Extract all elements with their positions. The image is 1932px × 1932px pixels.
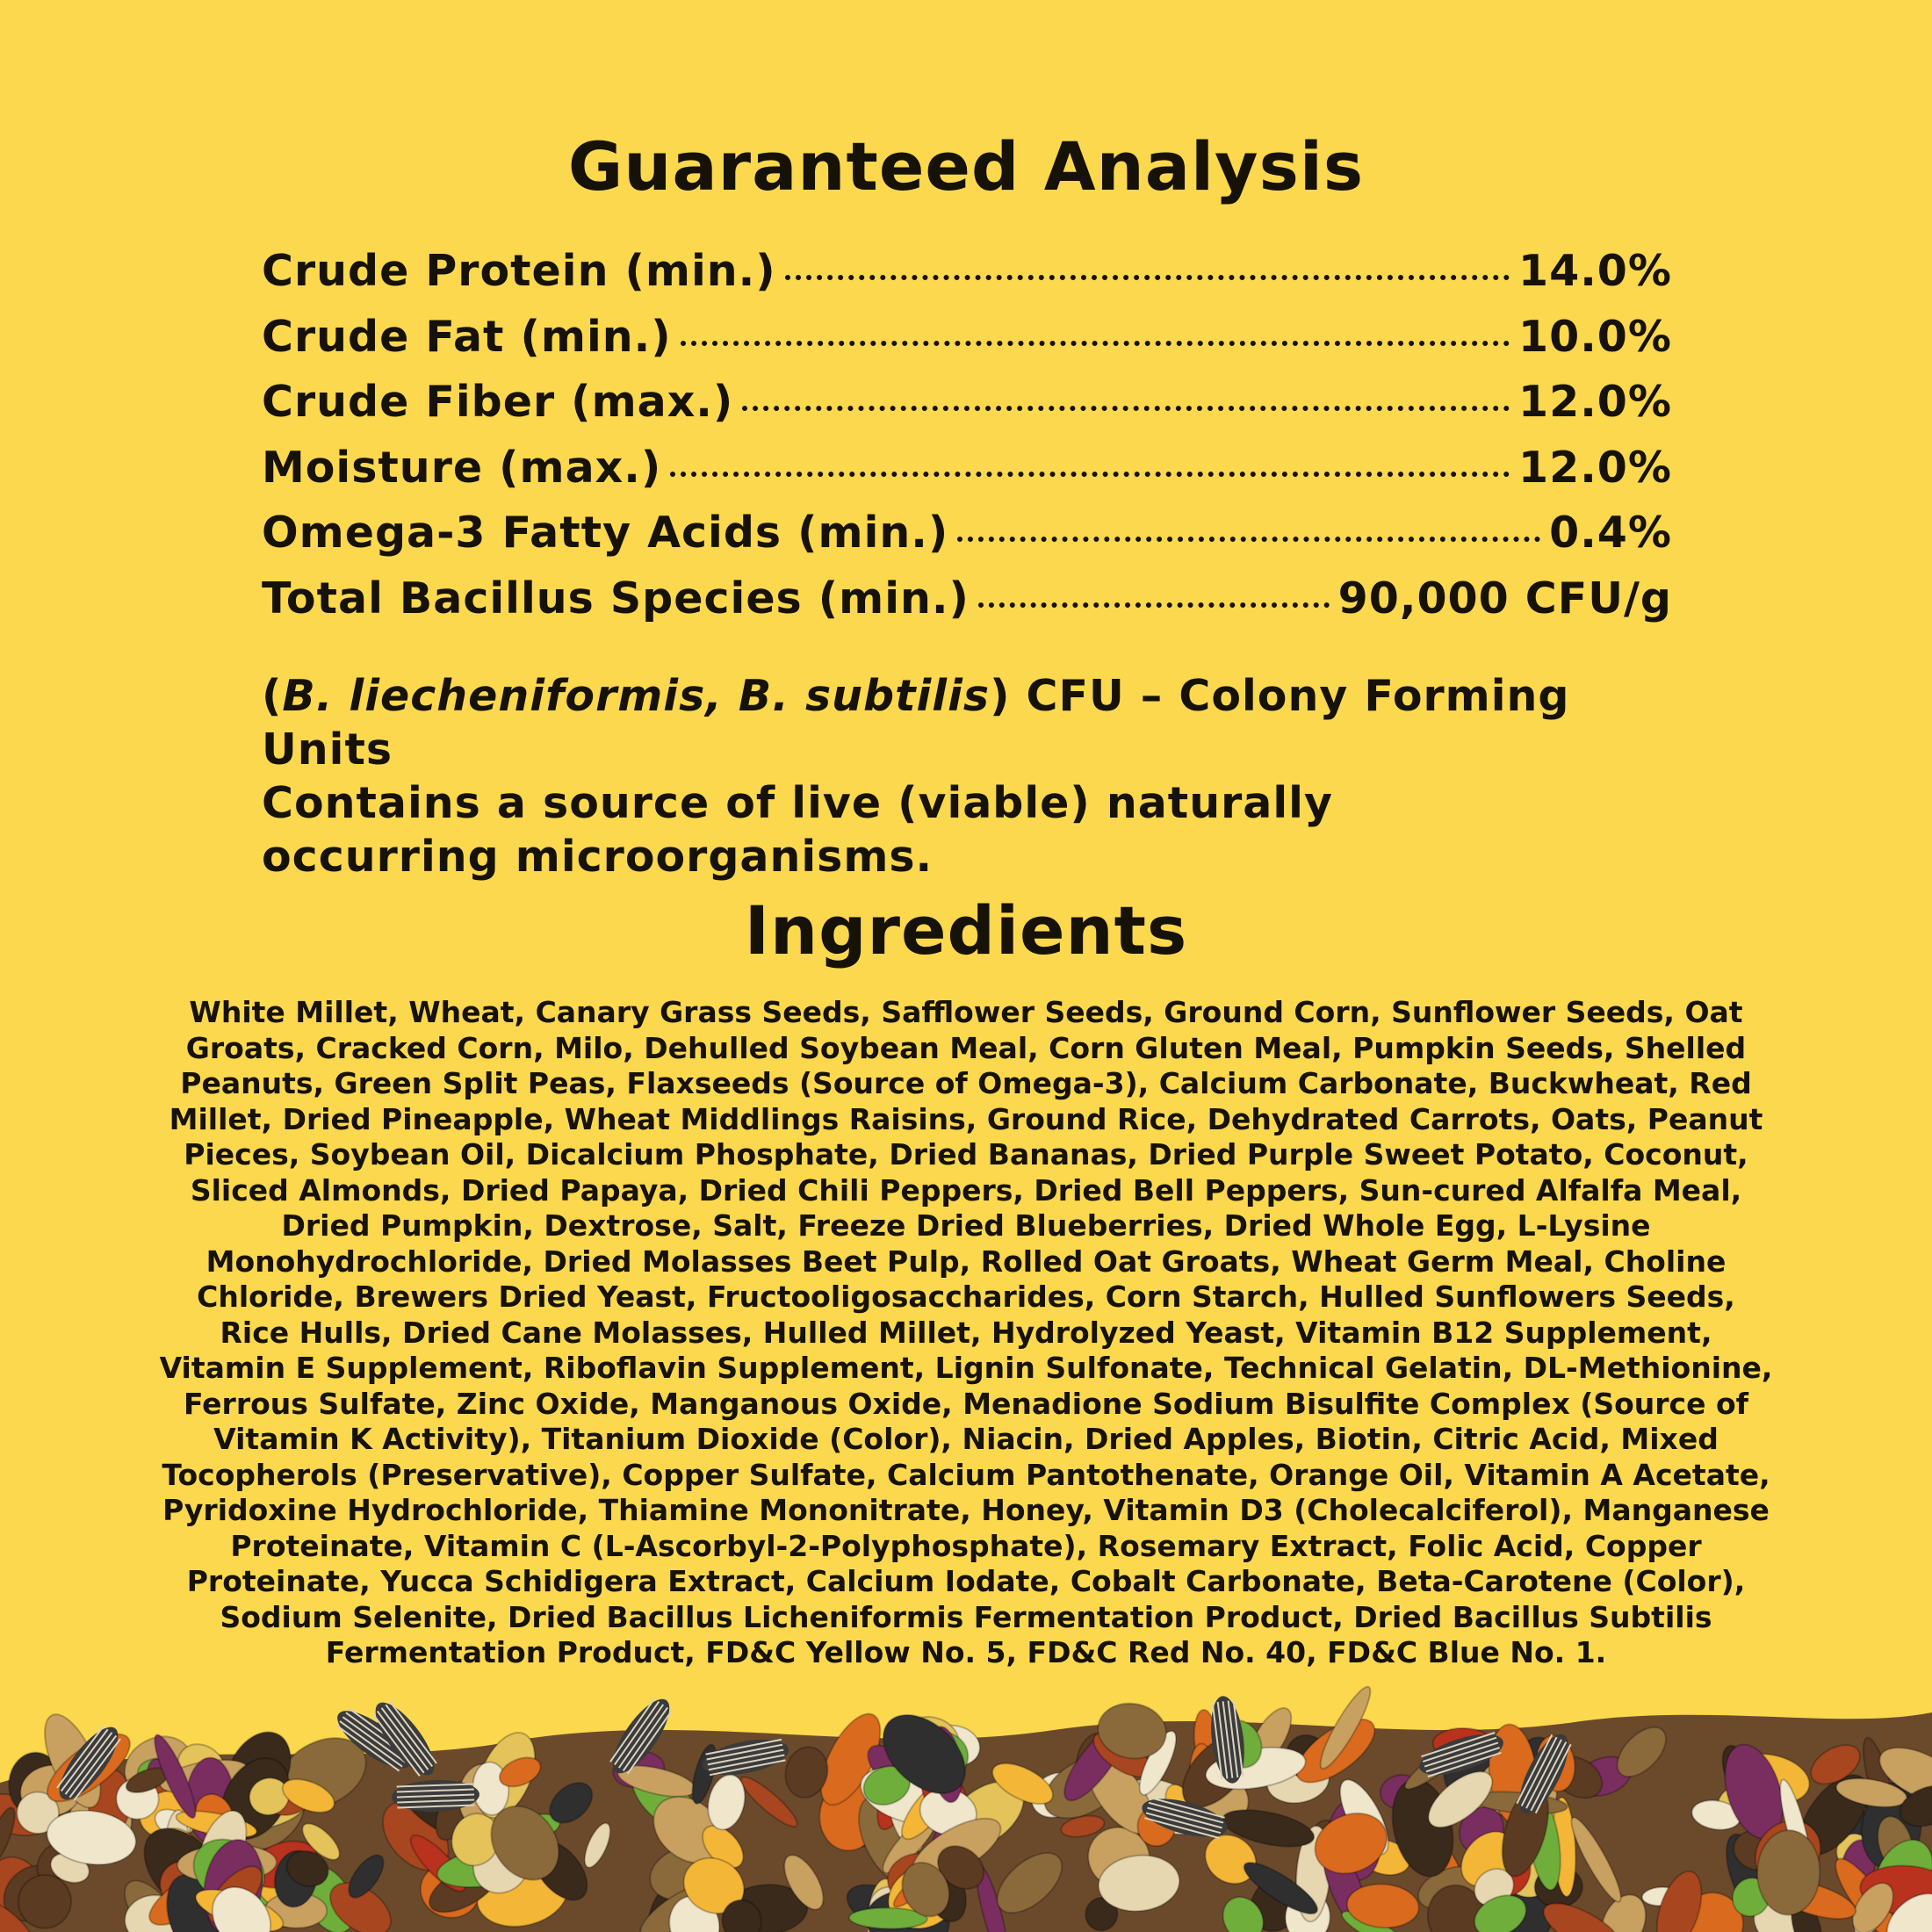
analysis-value: 14.0% [1518, 246, 1672, 296]
analysis-label: Total Bacillus Species (min.) [262, 573, 970, 624]
dot-leader [957, 537, 1540, 542]
analysis-label: Omega-3 Fatty Acids (min.) [262, 508, 949, 558]
analysis-value: 12.0% [1518, 442, 1672, 493]
analysis-label: Moisture (max.) [262, 442, 662, 493]
bacillus-species: B. liecheniformis, B. subtilis [282, 671, 991, 721]
analysis-row-crude-fat [262, 305, 1672, 371]
guaranteed-analysis-list [262, 239, 1672, 631]
probiotic-note-line-1: (B. liecheniformis, B. subtilis) CFU – Colony Forming Units [262, 671, 1570, 775]
ingredients-list: White Millet, Wheat, Canary Grass Seeds, Safflower Seeds, Ground Corn, Sunflower Seeds, Oat Groats, Cracked Corn, Milo, Dehulled Soybean Meal, Corn Gluten Meal, Pumpkin Seeds, Shelled Peanuts, Green Split Peas, Flaxseeds (Source of Omega-3), Calcium Carbonate, Buckwheat, Red Millet, Dried Pineapple, Wheat Middlings Raisins, Ground Rice, Dehydrated Carrots, Oats, Peanut Pieces, Soybean Oil, Dicalcium Phosphate, Dried Bananas, Dried Purple Sweet Potato, Coconut, Sliced Almonds, Dried Papaya, Dried Chili Peppers, Dried Bell Peppers, Sun-cured Alfalfa Meal, Dried Pumpkin, Dextrose, Salt, Freeze Dried Blueberries, Dried Whole Egg, L-Lysine Monohydrochloride, Dried Molasses Beet Pulp, Rolled Oat Groats, Wheat Germ Meal, Choline Chloride, Brewers Dried Yeast, Fructooligosaccharides, Corn Starch, Hulled Sunflowers Seeds, Rice Hulls, Dried Cane Molasses, Hulled Millet, Hydrolyzed Yeast, Vitamin B12 Supplement, Vitamin E Supplement, Riboflavin Supplement, Lignin Sulfonate, Technical Gelatin, DL-Methionine, Ferrous Sulfate, Zinc Oxide, Manganous Oxide, Menadione Sodium Bisulfite Complex (Source of Vitamin K Activity), Titanium Dioxide (Color), Niacin, Dried Apples, Biotin, Citric Acid, Mixed Tocopherols (Preservative), Copper Sulfate, Calcium Pantothenate, Orange Oil, Vitamin A Acetate, Pyridoxine Hydrochloride, Thiamine Mononitrate, Honey, Vitamin D3 (Cholecalciferol), Manganese Proteinate, Vitamin C (L-Ascorbyl-2-Polyphosphate), Rosemary Extract, Folic Acid, Copper Proteinate, Yucca Schidigera Extract, Calcium Iodate, Cobalt Carbonate, Beta-Carotene (Color), Sodium Selenite, Dried Bacillus Licheniformis Fermentation Product, Dried Bacillus Subtilis Fermentation Product, FD&C Yellow No. 5, FD&C Red No. 40, FD&C Blue No. 1. [159, 995, 1773, 1669]
analysis-value: 10.0% [1518, 311, 1672, 362]
analysis-label: Crude Fat (min.) [262, 311, 672, 362]
dot-leader [670, 472, 1510, 477]
probiotic-note [262, 669, 1702, 883]
guaranteed-analysis-title: Guaranteed Analysis [567, 127, 1365, 205]
dot-leader [681, 341, 1510, 346]
dot-leader [785, 275, 1510, 280]
analysis-value: 0.4% [1549, 508, 1672, 558]
dot-leader [978, 602, 1330, 608]
analysis-row-omega-3 [262, 501, 1672, 566]
analysis-label: Crude Fiber (max.) [262, 377, 734, 427]
analysis-value: 12.0% [1518, 377, 1672, 427]
analysis-row-crude-fiber [262, 370, 1672, 436]
cfu-definition: CFU – Colony Forming Units [262, 671, 1570, 775]
seed-and-fruit-mix-image [0, 1677, 1932, 1932]
analysis-row-crude-protein [262, 239, 1672, 305]
probiotic-note-line-2: Contains a source of live (viable) naturally [262, 778, 1333, 828]
dot-leader [742, 406, 1510, 411]
analysis-value: 90,000 CFU/g [1337, 573, 1672, 624]
analysis-row-bacillus [262, 566, 1672, 632]
analysis-row-moisture [262, 436, 1672, 501]
probiotic-note-line-3: occurring microorganisms. [262, 832, 934, 882]
ingredients-title: Ingredients [744, 891, 1188, 970]
analysis-label: Crude Protein (min.) [262, 246, 776, 296]
